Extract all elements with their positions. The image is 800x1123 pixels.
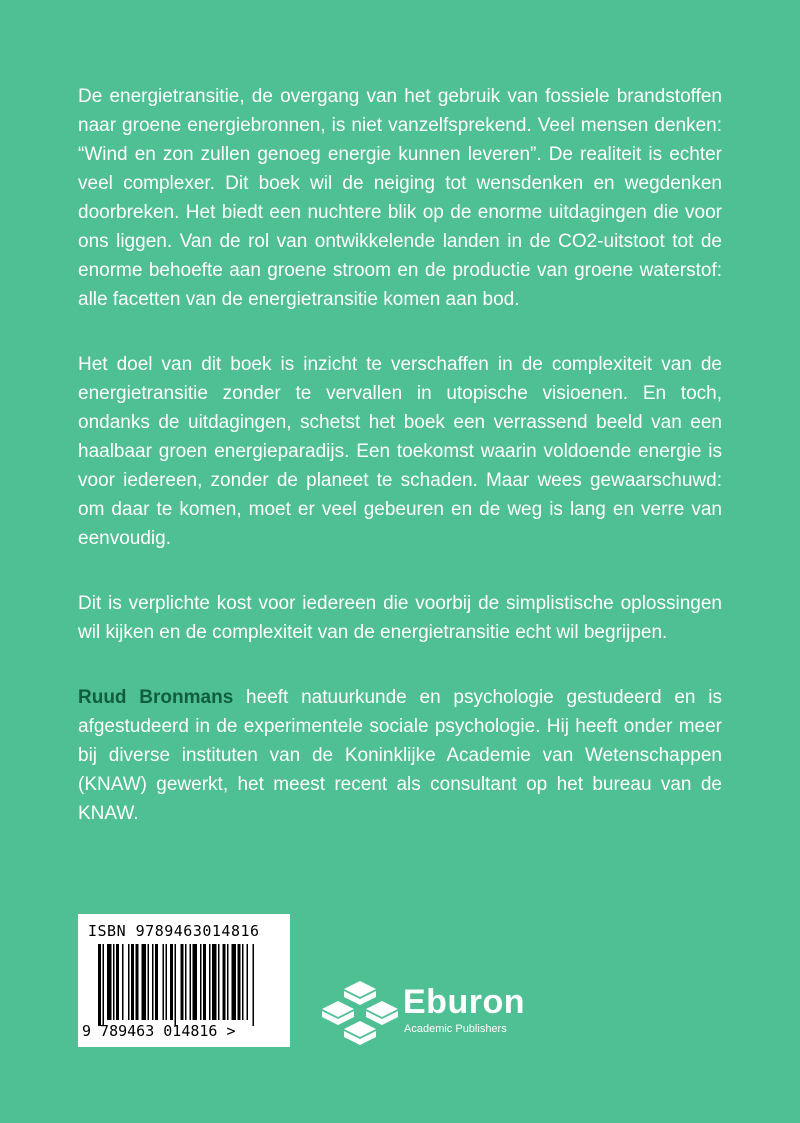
isbn-label: ISBN 9789463014816 (88, 922, 260, 940)
isbn-digits: 9 789463 014816 > (82, 1022, 236, 1040)
author-bio-text: heeft natuurkunde en psychologie gestudeerd en is afgestudeerd in de experimentele sociale psychologie. Hij heeft onder meer bij diverse instituten van de Koninklijke Academie van Wetenschappen (KNAW) gewerkt, het meest recent als consultant op het bureau van de KNAW. (78, 687, 722, 824)
publisher-logo (320, 975, 580, 1047)
publisher-subtitle: Academic Publishers (404, 1023, 507, 1035)
eburon-logo-icon (320, 975, 400, 1047)
author-name: Ruud Bronmans (78, 687, 234, 708)
blurb-paragraph-3: Dit is verplichte kost voor iedereen die voorbij de simplistische oplossingen wil kijken en de complexiteit van de energietransitie echt wil begrijpen. (78, 593, 722, 643)
isbn-barcode (78, 914, 290, 1047)
publisher-name: Eburon (403, 983, 525, 1021)
back-cover-text (78, 82, 722, 864)
author-bio (78, 683, 722, 828)
blurb-paragraph-1: De energietransitie, de overgang van het gebruik van fossiele brandstoffen naar groene energiebronnen, is niet vanzelfsprekend. Veel mensen denken: “Wind en zon zullen genoeg energie kunnen leveren”. De realiteit is echter veel complexer. Dit boek wil de neiging tot wensdenken en wegdenken doorbreken. Het biedt een nuchtere blik op de enorme uitdagingen die voor ons liggen. Van de rol van ontwikkelende landen in de CO2-uitstoot tot de enorme behoefte aan groene stroom en de productie van groene waterstof: alle facetten van de energietransitie komen aan bod. (78, 86, 722, 310)
blurb-paragraph-2: Het doel van dit boek is inzicht te verschaffen in de complexiteit van de energietransitie zonder te vervallen in utopische visioenen. En toch, ondanks de uitdagingen, schetst het boek een verrassend beeld van een haalbaar groen energieparadijs. Een toekomst waarin voldoende energie is voor iedereen, zonder de planeet te schaden. Maar wees gewaarschuwd: om daar te komen, moet er veel gebeuren en de weg is lang en verre van eenvoudig. (78, 354, 722, 549)
